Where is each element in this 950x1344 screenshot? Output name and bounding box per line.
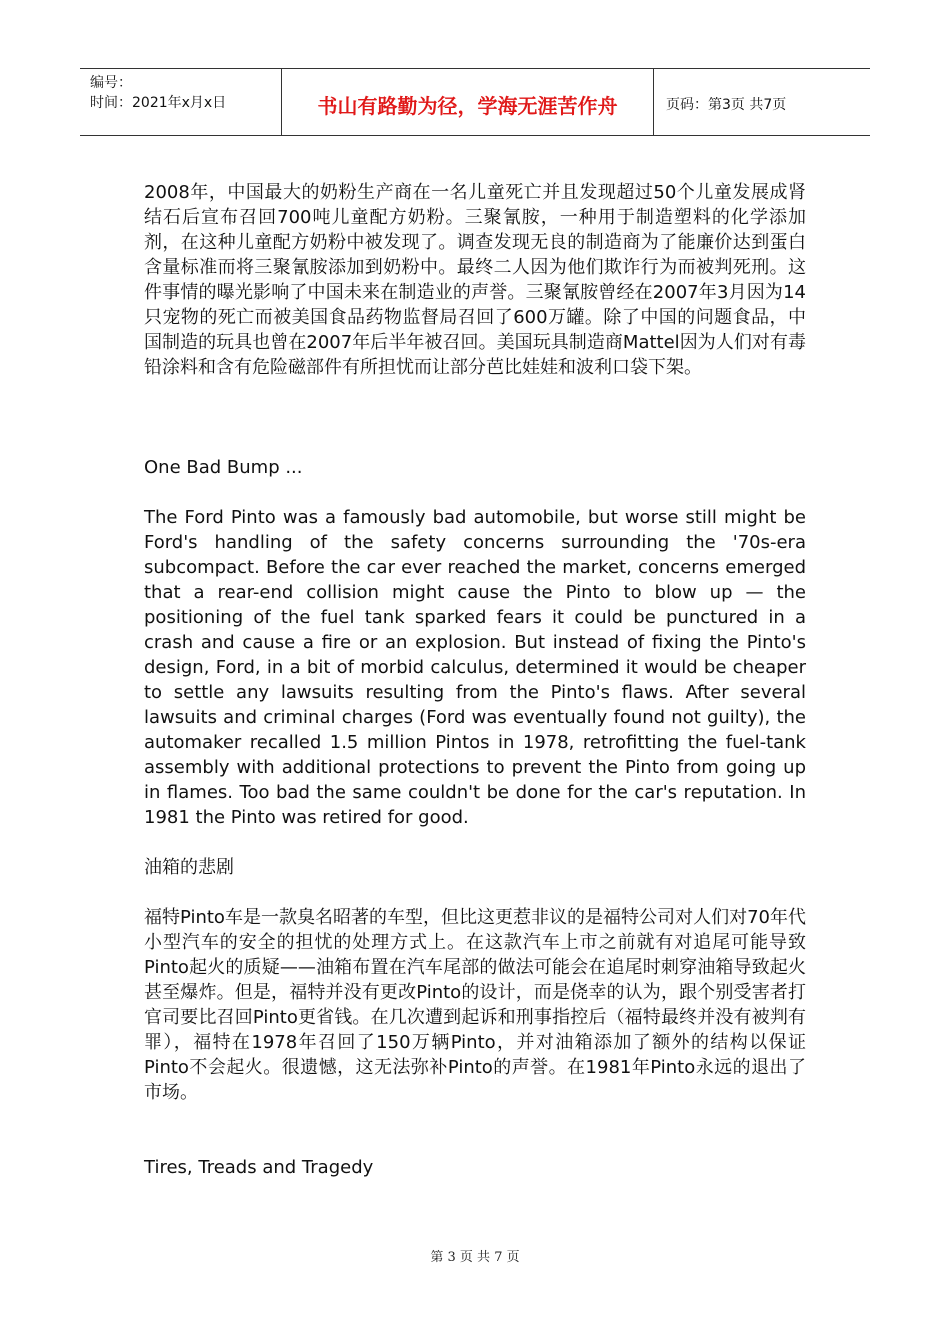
document-body (144, 180, 806, 1180)
page-footer: 第 3 页 共 7 页 (430, 1250, 520, 1265)
header-motto: 书山有路勤为径，学海无涯苦作舟 (282, 69, 654, 135)
document-number-label: 编号： (90, 75, 132, 91)
page-header (80, 68, 870, 136)
section-heading-one-bad-bump: One Bad Bump ... (144, 457, 303, 478)
document-date-label: 时间：2021年x月x日 (90, 95, 227, 111)
paragraph-melamine-cn: 2008年，中国最大的奶粉生产商在一名儿童死亡并且发现超过50个儿童发展成肾结石后宣布召回700吨儿童配方奶粉。三聚氰胺，一种用于制造塑料的化学添加剂，在这种儿童配方奶粉中被发现了。调查发现无良的制造商为了能廉价达到蛋白含量标准而将三聚氰胺添加到奶粉中。最终二人因为他们欺诈行为而被判死刑。这件事情的曝光影响了中国未来在制造业的声誉。三聚氰胺曾经在2007年3月因为14只宠物的死亡而被美国食品药物监督局召回了600万罐。除了中国的问题食品，中国制造的玩具也曾在2007年后半年被召回。美国玩具制造商Mattel因为人们对有毒铅涂料和含有危险磁部件有所担忧而让部分芭比娃娃和波利口袋下架。 (144, 182, 806, 378)
paragraph-pinto-cn: 福特Pinto车是一款臭名昭著的车型，但比这更惹非议的是福特公司对人们对70年代小型汽车的安全的担忧的处理方式上。在这款汽车上市之前就有对追尾可能导致Pinto起火的质疑——油箱布置在汽车尾部的做法可能会在追尾时刺穿油箱导致起火甚至爆炸。但是，福特并没有更改Pinto的设计，而是侥幸的认为，跟个别受害者打官司要比召回Pinto更省钱。在几次遭到起诉和刑事指控后（福特最终并没有被判有罪），福特在1978年召回了150万辆Pinto，并对油箱添加了额外的结构以保证Pinto不会起火。很遗憾，这无法弥补Pinto的声誉。在1981年Pinto永远的退出了市场。 (144, 907, 806, 1103)
section-heading-tires: Tires, Treads and Tragedy (144, 1157, 374, 1178)
section-heading-fuel-tank-cn: 油箱的悲剧 (144, 857, 234, 878)
header-meta (80, 69, 282, 135)
paragraph-pinto-en: The Ford Pinto was a famously bad automobile, but worse still might be Ford's handling of the safety concerns surrounding the '70s-era subcompact. Before the car ever reached the market, concerns emerged that a rear-end collision might cause the Pinto to blow up — the positioning of the fuel tank sparked fears it could be punctured in a crash and cause a fire or an explosion. But instead of fixing the Pinto's design, Ford, in a bit of morbid calculus, determined it would be cheaper to settle any lawsuits resulting from the Pinto's flaws. After several lawsuits and criminal charges (Ford was eventually found not guilty), the automaker recalled 1.5 million Pintos in 1978, retrofitting the fuel-tank assembly with additional protections to prevent the Pinto from going up in flames. Too bad the same couldn't be done for the car's reputation. In 1981 the Pinto was retired for good. (144, 507, 806, 828)
header-page-number: 页码：第3页 共7页 (666, 97, 787, 113)
